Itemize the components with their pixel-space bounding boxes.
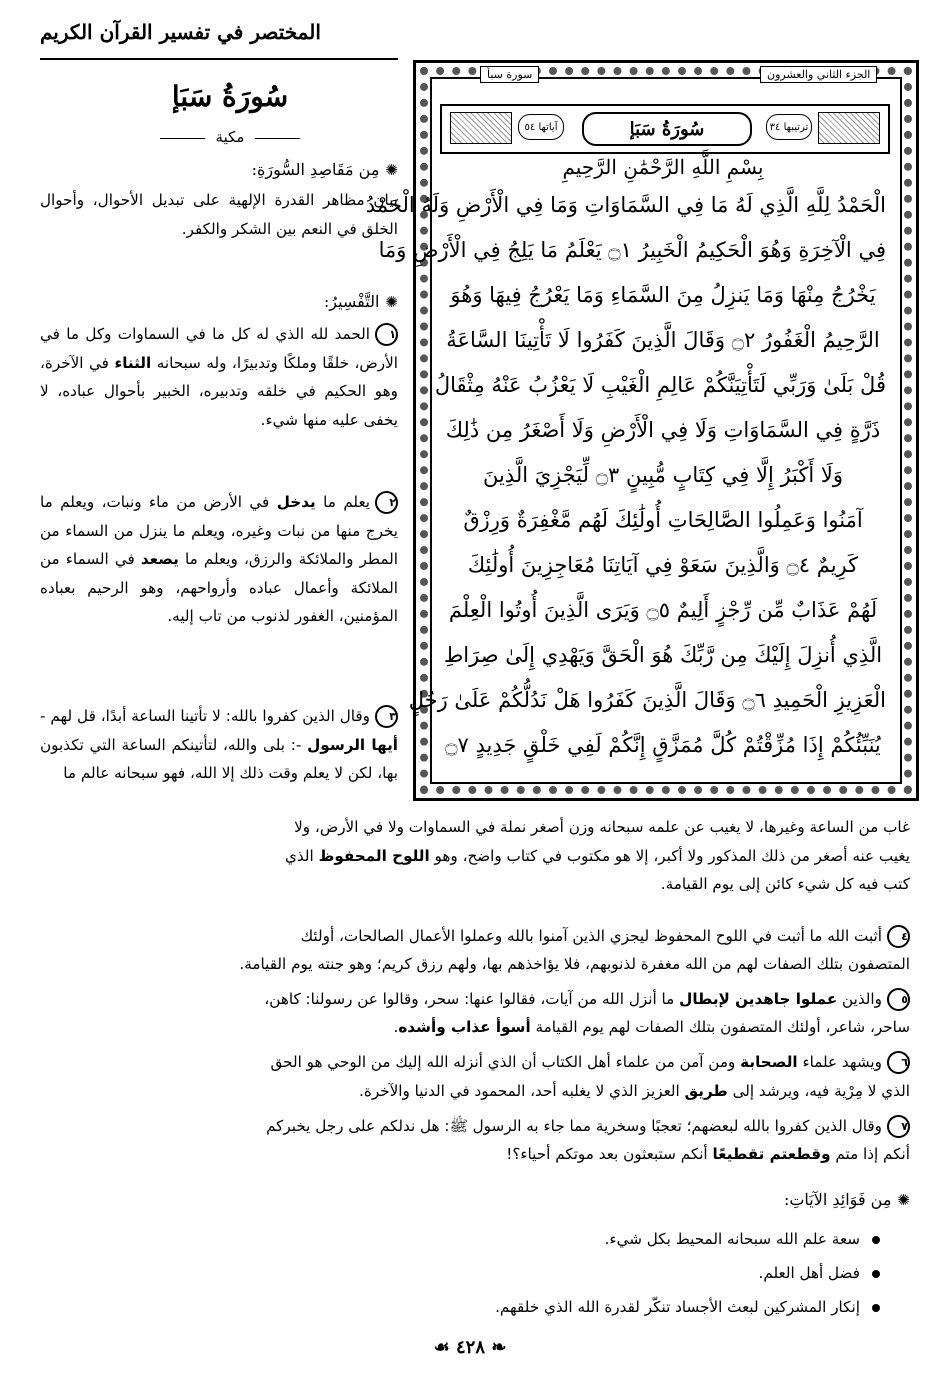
bullet-icon bbox=[872, 1236, 880, 1244]
tafsir-verse-6-cont: الذي لا مِرْية فيه، ويرشد إلى طريق العزيز الذي لا يغلبه أحد، المحمود في الدنيا والآخرة. bbox=[359, 1082, 910, 1100]
benefit-item: سعة علم الله سبحانه المحيط بكل شيء. bbox=[604, 1230, 860, 1248]
basmala: بِسْمِ اللَّهِ الرَّحْمَٰنِ الرَّحِيمِ bbox=[562, 155, 764, 179]
benefits-heading: ✺مِن فَوَائِدِ الآيَاتِ: bbox=[783, 1190, 910, 1209]
ayah-count-badge: آياتها ٥٤ bbox=[518, 114, 564, 140]
header-divider bbox=[40, 58, 398, 60]
tafsir-verse-2: ٢يعلم ما يدخل في الأرض من ماء ونبات، ويعلم ما يخرج منها من نبات وغيره، ويعلم ما ينزل من السماء من المطر والملائكة والرزق، ويعلم ما يصعد في السماء من الملائكة وأعمال عباده وأرواحهم، وهو الرحيم بعباده المؤمنين، الغفور لذنوب من تاب إليه. bbox=[40, 493, 399, 625]
quran-line: الرَّحِيمُ الْغَفُورُ ۝٢ وَقَالَ الَّذِينَ كَفَرُوا لَا تَأْتِينَا السَّاعَةُ bbox=[446, 328, 880, 352]
quran-line: يَخْرُجُ مِنْهَا وَمَا يَنزِلُ مِنَ السَّمَاءِ وَمَا يَعْرُجُ فِيهَا وَهُوَ bbox=[450, 283, 876, 307]
quran-line: آمَنُوا وَعَمِلُوا الصَّالِحَاتِ أُولَٰئِكَ لَهُم مَّغْفِرَةٌ وَرِزْقٌ bbox=[463, 508, 863, 532]
objectives-text: بيان مظاهر القدرة الإلهية على تبديل الأحوال، وأحوال الخلق في النعم بين الشكر والكفر. bbox=[40, 191, 398, 238]
objectives-heading: ✺مِن مَقَاصِدِ السُّورَةِ: bbox=[251, 160, 398, 179]
bullet-icon bbox=[872, 1270, 880, 1278]
quran-line: الْحَمْدُ لِلَّهِ الَّذِي لَهُ مَا فِي السَّمَاوَاتِ وَمَا فِي الْأَرْضِ وَلَهُ الْحَمْدُ bbox=[365, 193, 886, 217]
star-bullet-icon: ✺ bbox=[385, 161, 398, 179]
verse-number-badge: ٤ bbox=[887, 925, 910, 948]
tafsir-verse-5-cont: ساحر، شاعر، أولئك المتصفون بتلك الصفات لهم يوم القيامة أسوأ عذاب وأشده. bbox=[393, 1018, 910, 1036]
revelation-type: مكية bbox=[215, 128, 245, 146]
tafsir-verse-4-cont: المتصفون بتلك الصفات لهم من الله مغفرة لذنوبهم، فلا يؤاخذهم بها، ولهم رزق كريم؛ وهو جنته يوم القيامة. bbox=[239, 955, 910, 973]
star-bullet-icon: ✺ bbox=[385, 293, 398, 311]
bullet-icon bbox=[872, 1304, 880, 1312]
quran-line: الَّذِي أُنزِلَ إِلَيْكَ مِن رَّبِّكَ هُوَ الْحَقَّ وَيَهْدِي إِلَىٰ صِرَاطِ bbox=[443, 643, 883, 667]
banner-ornament-right bbox=[818, 112, 880, 144]
quran-line: وَلَا أَكْبَرُ إِلَّا فِي كِتَابٍ مُّبِينٍ ۝٣ لِّيَجْزِيَ الَّذِينَ bbox=[482, 463, 844, 487]
verse-number-badge: ٧ bbox=[887, 1115, 910, 1138]
tafsir-verse-4: ٤أثبت الله ما أثبت في اللوح المحفوظ ليجزي الذين آمنوا بالله وعملوا الأعمال الصالحات، أولئك bbox=[40, 922, 910, 951]
verse-number-badge: ٢ bbox=[375, 491, 398, 514]
verse-number-badge: ٦ bbox=[887, 1051, 910, 1074]
surah-title: سُورَةُ سَبَإ bbox=[171, 80, 289, 113]
tafsir-verse-5: ٥والذين عملوا جاهدين لإبطال ما أنزل الله من آيات، فقالوا عنها: سحر، وقالوا عن رسولنا: كاهن، bbox=[40, 985, 910, 1014]
verse-number-badge: ١ bbox=[375, 323, 398, 346]
ornament-left-icon: ❧ bbox=[491, 1337, 507, 1358]
book-title: المختصر في تفسير القرآن الكريم bbox=[40, 20, 321, 44]
quran-line: يُنَبِّئُكُمْ إِذَا مُزِّقْتُمْ كُلَّ مُمَزَّقٍ إِنَّكُمْ لَفِي خَلْقٍ جَدِيدٍ ۝٧ bbox=[445, 733, 881, 757]
juz-label: الجزء الثاني والعشرون bbox=[760, 66, 877, 83]
quran-line: كَرِيمٌ ۝٤ وَالَّذِينَ سَعَوْ فِي آيَاتِنَا مُعَاجِزِينَ أُولَٰئِكَ bbox=[467, 553, 859, 577]
benefit-item: إنكار المشركين لبعث الأجساد تنكّر لقدرة الله الذي خلقهم. bbox=[495, 1298, 860, 1316]
tafsir-verse-6: ٦ويشهد علماء الصحابة ومن آمن من علماء أهل الكتاب أن الذي أنزله الله إليك من الوحي هو الحق bbox=[40, 1048, 910, 1077]
quran-line: قُلْ بَلَىٰ وَرَبِّي لَتَأْتِيَنَّكُمْ عَالِمِ الْغَيْبِ لَا يَعْزُبُ عَنْهُ مِثْقَالُ bbox=[434, 373, 886, 397]
tafsir-verse-1: ١الحمد لله الذي له كل ما في السماوات وكل ما في الأرض، خلقًا وملكًا وتدبيرًا، وله سبحانه الثناء في الآخرة، وهو الحكيم في خلقه وتدبيره، الخبير بأحوال عباده، لا يخفى عليه منها شيء. bbox=[40, 325, 398, 429]
surah-banner-name: سُورَةُ سَبَإ bbox=[582, 112, 752, 146]
tafsir-verse-7-cont: أنكم إذا متم وقطعتم تقطيعًا أنكم ستبعثون بعد موتكم أحياء؟! bbox=[506, 1145, 910, 1163]
quran-line: فِي الْآخِرَةِ وَهُوَ الْحَكِيمُ الْخَبِيرُ ۝١ يَعْلَمُ مَا يَلِجُ فِي الْأَرْضِ وَمَا bbox=[378, 238, 886, 262]
surah-order-badge: ترتيبها ٣٤ bbox=[766, 114, 812, 140]
verse-number-badge: ٥ bbox=[887, 988, 910, 1011]
tafsir-verse-7: ٧وقال الذين كفروا بالله لبعضهم؛ تعجبًا وسخرية مما جاء به الرسول ﷺ: هل ندلكم على رجل يخبركم bbox=[40, 1112, 910, 1141]
tafsir-verse-3-cont: غاب من الساعة وغيرها، لا يغيب عن علمه سبحانه وزن أصغر نملة في السماوات ولا في الأرض، ولا bbox=[294, 818, 910, 836]
tafsir-verse-3: ٣وقال الذين كفروا بالله: لا تأتينا الساعة أبدًا، قل لهم - أيها الرسول -: بلى والله، لتأتينكم الساعة التي تكذبون بها، لكن لا يعلم وقت ذلك إلا الله، فهو سبحانه عالم ما bbox=[40, 707, 398, 782]
page-number: ❧ ٤٢٨ ☙ bbox=[433, 1337, 507, 1358]
verse-number-badge: ٣ bbox=[375, 705, 398, 728]
quran-line: الْعَزِيزِ الْحَمِيدِ ۝٦ وَقَالَ الَّذِينَ كَفَرُوا هَلْ نَدُلُّكُمْ عَلَىٰ رَجُلٍ bbox=[408, 688, 886, 712]
surah-banner bbox=[440, 104, 890, 154]
banner-ornament-left bbox=[450, 112, 512, 144]
surah-corner-label: سورة سبأ bbox=[480, 66, 539, 83]
ornament-right-icon: ☙ bbox=[433, 1337, 450, 1358]
tafsir-verse-3-cont: يغيب عنه أصغر من ذلك المذكور ولا أكبر، إلا هو مكتوب في كتاب واضح، وهو اللوح المحفوظ الذي bbox=[285, 847, 910, 865]
quran-line: ذَرَّةٍ فِي السَّمَاوَاتِ وَلَا فِي الْأَرْضِ وَلَا أَصْغَرُ مِن ذَٰلِكَ bbox=[445, 418, 881, 442]
benefit-item: فضل أهل العلم. bbox=[758, 1264, 860, 1282]
star-bullet-icon: ✺ bbox=[897, 1191, 910, 1209]
tafsir-heading: ✺التَّفْسِيرُ: bbox=[323, 292, 398, 311]
tafsir-verse-3-cont: كتب فيه كل شيء كائن إلى يوم القيامة. bbox=[660, 875, 910, 893]
quran-line: لَهُمْ عَذَابٌ مِّن رِّجْزٍ أَلِيمٌ ۝٥ وَيَرَى الَّذِينَ أُوتُوا الْعِلْمَ bbox=[448, 598, 878, 622]
divider bbox=[160, 138, 205, 139]
